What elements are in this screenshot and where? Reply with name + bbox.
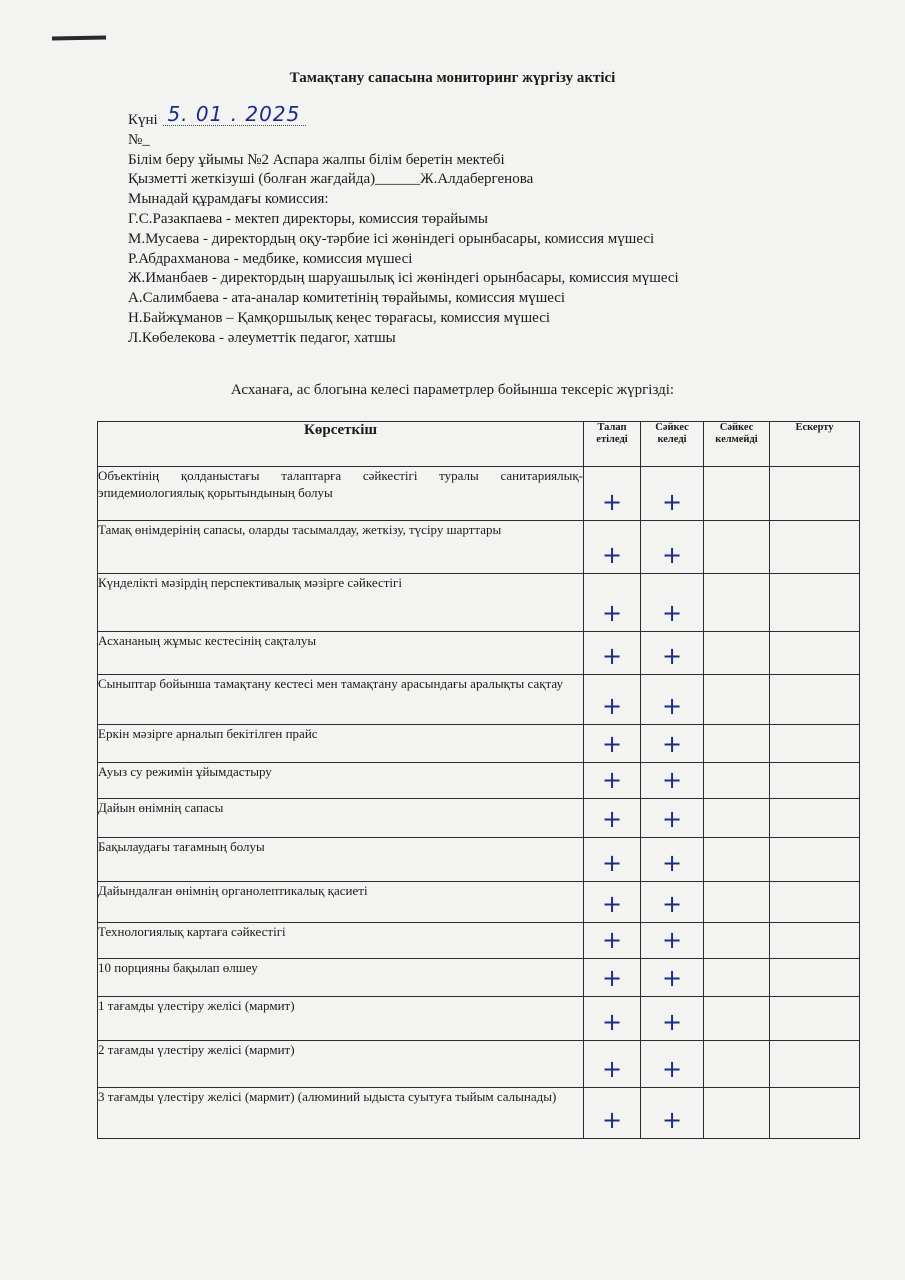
compliant-cell <box>641 923 704 959</box>
check-mark: + <box>601 488 623 516</box>
note-cell <box>770 574 860 632</box>
check-mark: + <box>601 766 623 794</box>
indicator-cell: 3 тағамды үлестіру желісі (мармит) (алюминий ыдыста суытуға тыйым салынады) <box>98 1088 584 1139</box>
table-row <box>98 763 860 799</box>
indicator-cell: Асхананың жұмыс кестесінің сақталуы <box>98 632 584 675</box>
required-cell <box>584 923 641 959</box>
column-header-note: Ескерту <box>770 422 860 467</box>
check-mark: + <box>601 805 623 833</box>
indicator-cell: Еркін мәзірге арналып бекітілген прайс <box>98 725 584 763</box>
required-cell <box>584 997 641 1041</box>
compliant-cell <box>641 997 704 1041</box>
table-row <box>98 521 860 574</box>
required-cell <box>584 838 641 882</box>
check-mark: + <box>601 1106 623 1134</box>
note-cell <box>770 882 860 923</box>
compliant-cell <box>641 725 704 763</box>
note-cell <box>770 1088 860 1139</box>
required-cell <box>584 882 641 923</box>
commission-member: Л.Көбелекова - әлеуметтік педагог, хатшы <box>128 329 396 346</box>
check-mark: + <box>601 1008 623 1036</box>
header-block <box>128 102 679 349</box>
check-mark: + <box>601 849 623 877</box>
table-row <box>98 675 860 725</box>
commission-member: Н.Байжұманов – Қамқоршылық кеңес төрағасы, комиссия мүшесі <box>128 309 551 326</box>
check-mark: + <box>601 1055 623 1083</box>
check-mark: + <box>661 766 683 794</box>
note-cell <box>770 467 860 521</box>
indicator-cell: 2 тағамды үлестіру желісі (мармит) <box>98 1041 584 1088</box>
indicator-cell: 10 порцияны бақылап өлшеу <box>98 959 584 997</box>
note-cell <box>770 997 860 1041</box>
check-mark: + <box>601 730 623 758</box>
indicator-cell: Дайындалған өнімнің органолептикалық қасиеті <box>98 882 584 923</box>
indicator-cell: Технологиялық картаға сәйкестігі <box>98 923 584 959</box>
required-cell <box>584 1041 641 1088</box>
supplier-line: Қызметті жеткізуші (болған жағдайда)______Ж.Алдабергенова <box>128 171 534 188</box>
commission-member: М.Мусаева - директордың оқу-тәрбие ісі жөніндегі орынбасары, комиссия мүшесі <box>128 230 655 247</box>
noncompliant-cell <box>704 574 770 632</box>
required-cell <box>584 675 641 725</box>
compliant-cell <box>641 763 704 799</box>
required-cell <box>584 467 641 521</box>
check-mark: + <box>601 642 623 670</box>
required-cell <box>584 725 641 763</box>
compliant-cell <box>641 838 704 882</box>
check-mark: + <box>601 890 623 918</box>
table-header-row <box>98 422 860 467</box>
noncompliant-cell <box>704 1088 770 1139</box>
check-mark: + <box>661 1055 683 1083</box>
date-value: 5. 01 . 2025 <box>163 105 306 126</box>
note-cell <box>770 521 860 574</box>
table-row <box>98 574 860 632</box>
compliant-cell <box>641 1088 704 1139</box>
commission-member: Г.С.Разакпаева - мектеп директоры, комиссия төрайымы <box>128 210 488 227</box>
noncompliant-cell <box>704 838 770 882</box>
note-cell <box>770 675 860 725</box>
note-cell <box>770 725 860 763</box>
noncompliant-cell <box>704 725 770 763</box>
compliant-cell <box>641 675 704 725</box>
corner-mark <box>52 36 106 41</box>
table-row <box>98 838 860 882</box>
check-mark: + <box>601 541 623 569</box>
noncompliant-cell <box>704 763 770 799</box>
compliant-cell <box>641 521 704 574</box>
compliant-cell <box>641 882 704 923</box>
compliant-cell <box>641 1041 704 1088</box>
note-cell <box>770 959 860 997</box>
check-mark: + <box>661 805 683 833</box>
compliant-cell <box>641 574 704 632</box>
check-mark: + <box>601 926 623 954</box>
check-mark: + <box>661 642 683 670</box>
required-cell <box>584 799 641 838</box>
table-row <box>98 1088 860 1139</box>
column-header-compliant: Сәйкес келеді <box>641 422 704 467</box>
noncompliant-cell <box>704 1041 770 1088</box>
noncompliant-cell <box>704 923 770 959</box>
table-row <box>98 959 860 997</box>
table-row <box>98 997 860 1041</box>
indicator-cell: Объектінің қолданыстағы талаптарға сәйкестігі туралы санитариялық-эпидемиологиялық қорытындының болуы <box>98 467 584 521</box>
commission-member: Р.Абдрахманова - медбике, комиссия мүшесі <box>128 250 413 267</box>
noncompliant-cell <box>704 799 770 838</box>
check-mark: + <box>661 488 683 516</box>
noncompliant-cell <box>704 959 770 997</box>
indicator-cell: Күнделікті мәзірдің перспективалық мәзірге сәйкестігі <box>98 574 584 632</box>
column-header-required: Талап етіледі <box>584 422 641 467</box>
check-mark: + <box>601 964 623 992</box>
table-row <box>98 632 860 675</box>
required-cell <box>584 521 641 574</box>
noncompliant-cell <box>704 997 770 1041</box>
compliant-cell <box>641 632 704 675</box>
compliant-cell <box>641 799 704 838</box>
compliant-cell <box>641 959 704 997</box>
noncompliant-cell <box>704 467 770 521</box>
inspection-intro: Асханаға, ас блогына келесі параметрлер бойынша тексеріс жүргізді: <box>230 382 675 398</box>
compliant-cell <box>641 467 704 521</box>
required-cell <box>584 632 641 675</box>
check-mark: + <box>661 926 683 954</box>
check-mark: + <box>661 1008 683 1036</box>
commission-intro: Мынадай құрамдағы комиссия: <box>128 191 329 208</box>
number-label: №_ <box>128 131 150 148</box>
indicator-cell: Сыныптар бойынша тамақтану кестесі мен тамақтану арасындағы аралықты сақтау <box>98 675 584 725</box>
document-title: Тамақтану сапасына мониторинг жүргізу актісі <box>289 70 616 86</box>
required-cell <box>584 574 641 632</box>
organization-name: Білім беру ұйымы №2 Аспара жалпы білім беретін мектебі <box>128 151 505 168</box>
check-mark: + <box>601 692 623 720</box>
noncompliant-cell <box>704 632 770 675</box>
check-mark: + <box>661 849 683 877</box>
note-cell <box>770 763 860 799</box>
table-row <box>98 467 860 521</box>
check-mark: + <box>661 964 683 992</box>
commission-member: А.Салимбаева - ата-аналар комитетінің төрайымы, комиссия мүшесі <box>128 290 566 307</box>
required-cell <box>584 959 641 997</box>
indicator-cell: 1 тағамды үлестіру желісі (мармит) <box>98 997 584 1041</box>
check-mark: + <box>661 730 683 758</box>
column-header-noncompliant: Сәйкес келмейді <box>704 422 770 467</box>
required-cell <box>584 1088 641 1139</box>
table-row <box>98 725 860 763</box>
indicator-cell: Ауыз су режимін ұйымдастыру <box>98 763 584 799</box>
check-mark: + <box>661 541 683 569</box>
indicator-cell: Бақылаудағы тағамның болуы <box>98 838 584 882</box>
commission-member: Ж.Иманбаев - директордың шаруашылық ісі жөніндегі орынбасары, комиссия мүшесі <box>128 270 679 287</box>
column-header-indicator: Көрсеткіш <box>98 422 584 467</box>
date-label: Күні <box>128 112 158 128</box>
note-cell <box>770 923 860 959</box>
table-row <box>98 799 860 838</box>
check-mark: + <box>661 599 683 627</box>
note-cell <box>770 632 860 675</box>
indicator-cell: Дайын өнімнің сапасы <box>98 799 584 838</box>
table-row <box>98 1041 860 1088</box>
note-cell <box>770 838 860 882</box>
check-mark: + <box>601 599 623 627</box>
noncompliant-cell <box>704 521 770 574</box>
indicator-cell: Тамақ өнімдерінің сапасы, оларды тасымалдау, жеткізу, түсіру шарттары <box>98 521 584 574</box>
check-mark: + <box>661 890 683 918</box>
table-row <box>98 923 860 959</box>
check-mark: + <box>661 692 683 720</box>
table-row <box>98 882 860 923</box>
inspection-table <box>97 421 860 1139</box>
check-mark: + <box>661 1106 683 1134</box>
noncompliant-cell <box>704 675 770 725</box>
noncompliant-cell <box>704 882 770 923</box>
note-cell <box>770 1041 860 1088</box>
date-line <box>128 102 679 131</box>
required-cell <box>584 763 641 799</box>
note-cell <box>770 799 860 838</box>
